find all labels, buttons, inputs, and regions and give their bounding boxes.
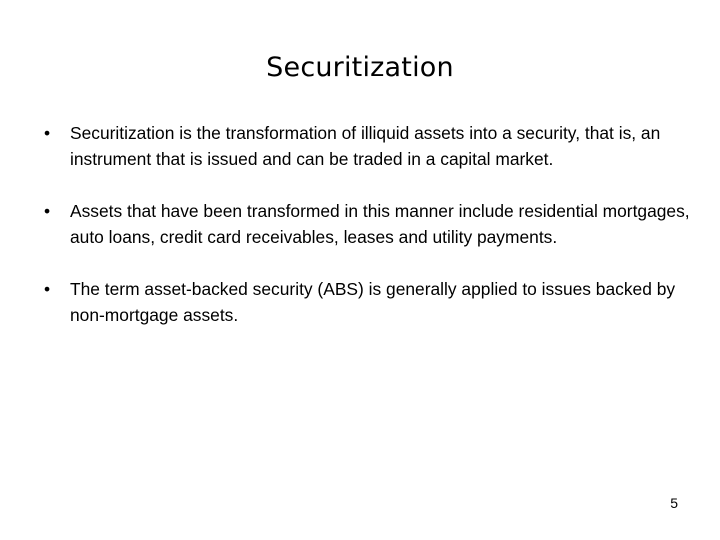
bullet-item: [44, 198, 694, 250]
page-number: 5: [670, 495, 678, 511]
slide-title: Securitization: [266, 52, 454, 83]
bullet-marker: •: [44, 123, 51, 143]
bullet-item: [44, 276, 694, 328]
bullet-marker: •: [44, 279, 51, 299]
bullet-text: The term asset-backed security (ABS) is generally applied to issues backed by non-mortgage assets.: [70, 279, 676, 325]
bullet-text: Assets that have been transformed in this manner include residential mortgages, auto loans, credit card receivables, leases and utility payments.: [70, 201, 690, 247]
bullet-list: [44, 120, 694, 354]
bullet-item: [44, 120, 694, 172]
bullet-marker: •: [44, 201, 51, 221]
bullet-text: Securitization is the transformation of illiquid assets into a security, that is, an instrument that is issued and can be traded in a capital market.: [70, 123, 661, 169]
